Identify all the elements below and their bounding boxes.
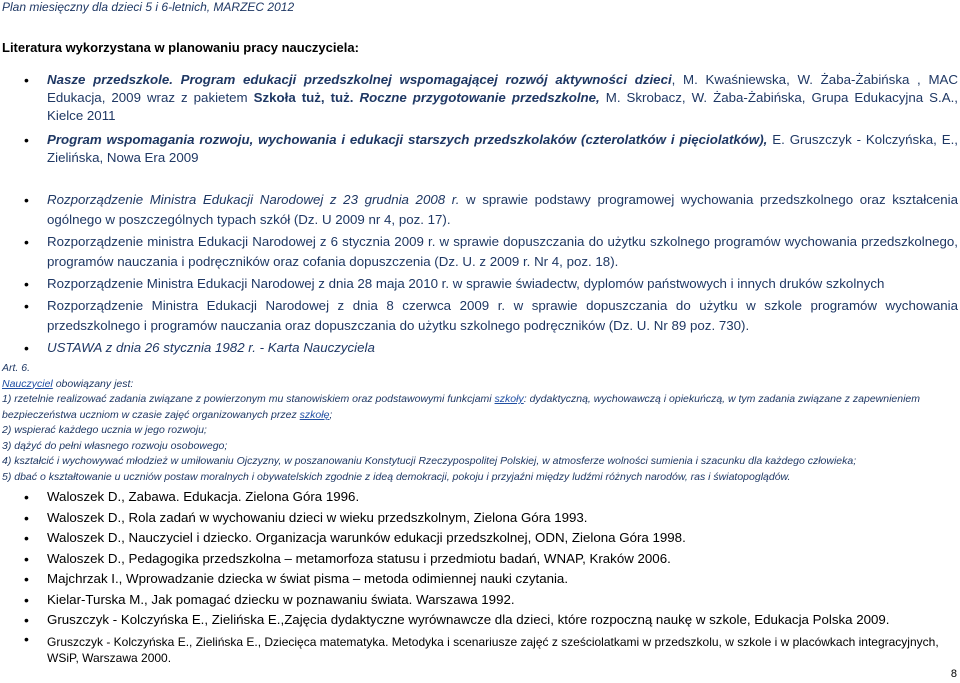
article-point-4: 4) kształcić i wychowywać młodzież w umiłowaniu Ojczyzny, w poszanowaniu Konstytucji Rzeczypospolitej Polskiej, w atmosferze wolności sumienia i szacunku dla każdego człowieka; (2, 455, 857, 467)
package-subtitle: Roczne przygotowanie przedszkolne, (353, 90, 600, 105)
list-item (24, 71, 958, 125)
point-text: : dydaktyczną, wychowawczą i opiekuńczą, w tym zadania związane z zapewnieniem bezpieczeństwa uczniom w czasie zajęć organizowanych przez (2, 393, 921, 421)
szkoly-link[interactable]: szkoły (494, 393, 524, 405)
regulation-detail: w sprawie dopuszczania do użytku szkolnego programów wychowania przedszkolnego, programów nauczania i podręczników oraz cofania dopuszczenia (Dz. U. z 2009 r. Nr 4, poz. 18). (47, 234, 958, 269)
list-item: • Gruszczyk - Kolczyńska E., Zielińska E.,Zajęcia dydaktyczne wyrównawcze dla dzieci, które rozpoczną naukę w szkole, Edukacja Polska 2009. (24, 610, 958, 631)
article-number: Art. 6. (2, 362, 31, 374)
list-item (24, 190, 958, 230)
regulation-title: Rozporządzenie Ministra Edukacji Narodowej z dnia 28 maja 2010 r. (47, 276, 450, 291)
regulation-detail: w sprawie podstawy programowej wychowania przedszkolnego oraz kształcenia ogólnego w poszczególnych typach szkół (Dz. U 2009 nr 4, poz. 17). (47, 192, 958, 227)
article-intro-text: obowiązany jest: (52, 377, 134, 390)
list-item (24, 232, 958, 272)
page-header: Plan miesięczny dla dzieci 5 i 6-letnich, MARZEC 2012 (2, 0, 295, 14)
list-item: • Majchrzak I., Wprowadzanie dziecka w świat pisma – metoda odimiennej nauki czytania. (24, 569, 958, 590)
list-item: • Waloszek D., Zabawa. Edukacja. Zielona Góra 1996. (24, 487, 958, 508)
list-item: • Gruszczyk - Kolczyńska E., Zielińska E., Dziecięca matematyka. Metodyka i scenariusze zajęć z sześciolatkami w przedszkolu, w szkole i w placówkach integracyjnych, WSiP, Warszawa 2000. (24, 631, 958, 666)
list-item: • Waloszek D., Nauczyciel i dziecko. Organizacja warunków edukacji przedszkolnej, ODN, Zielona Góra 1998. (24, 528, 958, 549)
article-heading (2, 361, 958, 377)
regulation-title: Rozporządzenie Ministra Edukacji Narodowej z dnia 8 czerwca 2009 r. (47, 298, 506, 313)
list-item: • Waloszek D., Rola zadań w wychowaniu dzieci w wieku przedszkolnym, Zielona Góra 1993. (24, 508, 958, 529)
list-item (24, 131, 958, 167)
regulation-detail: w sprawie dopuszczania do użytku w szkole programów wychowania przedszkolnego i programów nauczania oraz dopuszczania do użytku szkolnego podręczników (Dz. U. Nr 89 poz. 730). (47, 298, 958, 333)
regulation-detail: w sprawie świadectw, dyplomów państwowych i innych druków szkolnych (449, 276, 885, 291)
article-point-5: 5) dbać o kształtowanie u uczniów postaw moralnych i obywatelskich zgodnie z ideą demokracji, pokoju i przyjaźni między ludźmi różnych narodów, ras i światopoglądów. (2, 470, 791, 483)
program-authors: , M. Kwaśniewska, W. Żaba-Żabińska , MAC Edukacja, 2009 wraz z pakietem (47, 72, 958, 105)
literature-heading: Literatura wykorzystana w planowaniu pracy nauczyciela: (2, 40, 359, 55)
list-item: • Waloszek D., Pedagogika przedszkolna – metamorfoza statusu i przedmiotu badań, WNAP, Kraków 2006. (24, 549, 958, 570)
regulation-title: Rozporządzenie ministra Edukacji Narodowej z 6 stycznia 2009 r. (47, 234, 436, 249)
list-item: • Kielar-Turska M., Jak pomagać dziecku w poznawaniu świata. Warszawa 1992. (24, 590, 958, 611)
regulation-title: USTAWA z dnia 26 stycznia 1982 r. - Karta Nauczyciela (47, 340, 375, 355)
regulation-title: Rozporządzenie Ministra Edukacji Narodowej z 23 grudnia 2008 r. (47, 192, 460, 207)
article-point-3: 3) dążyć do pełni własnego rozwoju osobowego; (2, 439, 228, 452)
article-point-2: 2) wspierać każdego ucznia w jego rozwoju; (2, 424, 207, 436)
program-list (24, 71, 958, 173)
point-text: ; (329, 408, 333, 421)
point-text: 1) rzetelnie realizować zadania związane z powierzonym mu stanowiskiem oraz podstawowymi funkcjami (2, 393, 495, 405)
szkole-link[interactable]: szkołę (299, 408, 330, 421)
program-authors: E. Gruszczyk - Kolczyńska, E., Zielińska, Nowa Era 2009 (47, 132, 958, 165)
package-title: Szkoła tuż, tuż. (253, 90, 354, 105)
package-authors: M. Skrobacz, W. Żaba-Żabińska, Grupa Edukacyjna S.A., Kielce 2011 (47, 90, 958, 123)
nauczyciel-link[interactable]: Nauczyciel (2, 377, 53, 390)
article-intro (2, 377, 958, 393)
program-title: Nasze przedszkole. Program edukacji przedszkolnej wspomagającej rozwój aktywności dzieci (47, 72, 672, 87)
bibliography-list (24, 487, 958, 666)
program-title: Program wspomagania rozwoju, wychowania i edukacji starszych przedszkolaków (czterolatków i pięciolatków), (47, 132, 768, 147)
article-6-block (2, 361, 958, 485)
article-point-1 (2, 392, 958, 423)
list-item (24, 274, 958, 294)
page-number: 8 (950, 668, 957, 680)
list-item (24, 296, 958, 336)
list-item (24, 338, 958, 358)
regulations-list (24, 190, 958, 360)
